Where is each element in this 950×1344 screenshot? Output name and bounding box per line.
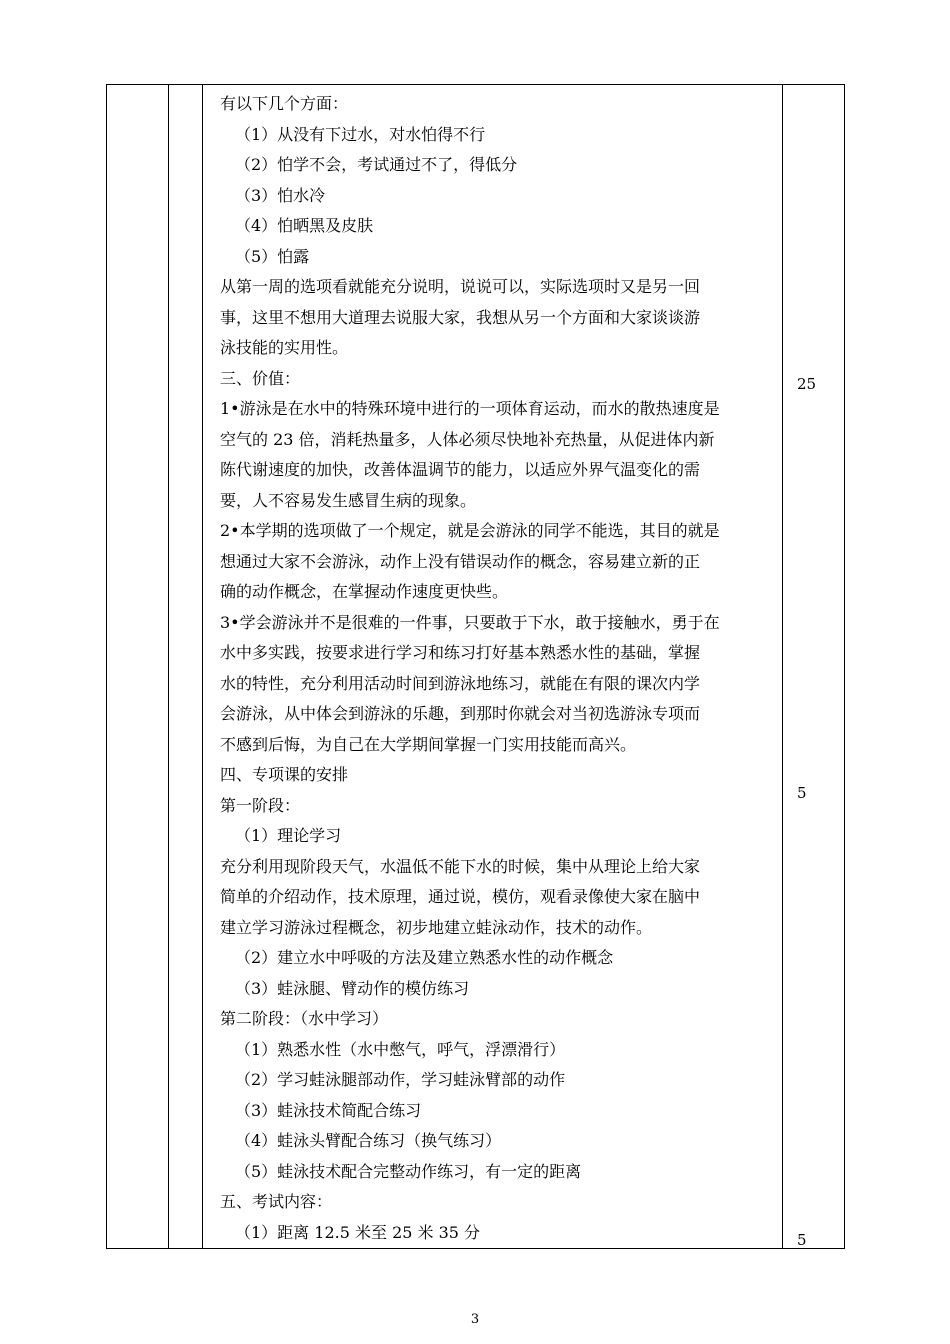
content-line: （4）怕晒黑及皮肤	[235, 216, 374, 235]
content-line: 五、考试内容：	[220, 1192, 333, 1211]
content-line: （4）蛙泳头臂配合练习（换气练习）	[235, 1131, 502, 1150]
content-line: （3）蛙泳技术简配合练习	[235, 1100, 422, 1120]
content-line: 确的动作概念，在掌握动作速度更快些。	[220, 582, 509, 601]
content-line: 陈代谢速度的加快，改善体温调节的能力，以适应外界气温变化的需	[220, 460, 701, 479]
content-line: 要，人不容易发生感冒生病的现象。	[220, 490, 477, 510]
column-divider-3	[782, 85, 783, 1248]
content-line: 水的特性，充分利用活动时间到游泳地练习，就能在有限的课次内学	[220, 673, 701, 693]
content-line: 简单的介绍动作，技术原理，通过说，模仿，观看录像使大家在脑中	[220, 887, 701, 906]
content-line: 事，这里不想用大道理去说服大家，我想从另一个方面和大家谈谈游	[220, 307, 701, 327]
content-line: 充分利用现阶段天气，水温低不能下水的时候，集中从理论上给大家	[220, 856, 701, 876]
content-line: （1）距离 12.5 米至 25 米 35 分	[235, 1222, 481, 1242]
content-line: 第一阶段：	[220, 795, 301, 815]
page-number: 3	[470, 1312, 480, 1327]
content-line: （3）蛙泳腿、臂动作的模仿练习	[235, 978, 470, 998]
content-line: （2）建立水中呼吸的方法及建立熟悉水性的动作概念	[235, 948, 614, 967]
lesson-content-cell	[220, 89, 780, 1248]
content-line: （2）怕学不会，考试通过不了，得低分	[235, 155, 518, 174]
column-divider-1	[168, 85, 169, 1248]
content-line: 3•学会游泳并不是很难的一件事，只要敢于下水，敢于接触水，勇于在	[220, 612, 720, 632]
content-line: （3）怕水冷	[235, 185, 326, 205]
content-line: 从第一周的选项看就能充分说明，说说可以，实际选项时又是另一回	[220, 277, 701, 296]
content-line: 四、专项课的安排	[220, 765, 349, 784]
content-line: 泳技能的实用性。	[220, 338, 349, 357]
content-line: （1）从没有下过水，对水怕得不行	[235, 124, 486, 144]
content-line: 第二阶段：（水中学习）	[220, 1009, 389, 1028]
content-line: 建立学习游泳过程概念，初步地建立蛙泳动作，技术的动作。	[220, 917, 653, 937]
content-line: 三、价值：	[220, 368, 301, 388]
content-line: 2•本学期的选项做了一个规定，就是会游泳的同学不能选，其目的就是	[220, 521, 720, 540]
column-divider-2	[202, 85, 203, 1248]
content-line: 空气的 23 倍，消耗热量多，人体必须尽快地补充热量，从促进体内新	[220, 429, 715, 449]
score-cell-3: 5	[797, 1231, 807, 1249]
score-cell-1: 25	[797, 375, 817, 393]
content-line: （1）熟悉水性（水中憋气，呼气，浮漂滑行）	[235, 1039, 566, 1059]
content-line: （1）理论学习	[235, 826, 342, 845]
lesson-table	[106, 84, 845, 1249]
content-line: 不感到后悔，为自己在大学期间掌握一门实用技能而高兴。	[220, 734, 637, 754]
content-line: （5）怕露	[235, 246, 310, 266]
content-line: 有以下几个方面：	[220, 94, 349, 113]
content-line: （2）学习蛙泳腿部动作，学习蛙泳臂部的动作	[235, 1070, 566, 1089]
content-line: 1•游泳是在水中的特殊环境中进行的一项体育运动，而水的散热速度是	[220, 399, 720, 418]
score-cell-2: 5	[797, 784, 807, 802]
content-line: 水中多实践，按要求进行学习和练习打好基本熟悉水性的基础，掌握	[220, 643, 701, 662]
content-line: 想通过大家不会游泳，动作上没有错误动作的概念，容易建立新的正	[220, 551, 701, 571]
content-line: （5）蛙泳技术配合完整动作练习，有一定的距离	[235, 1161, 582, 1181]
content-line: 会游泳，从中体会到游泳的乐趣，到那时你就会对当初选游泳专项而	[220, 704, 701, 723]
